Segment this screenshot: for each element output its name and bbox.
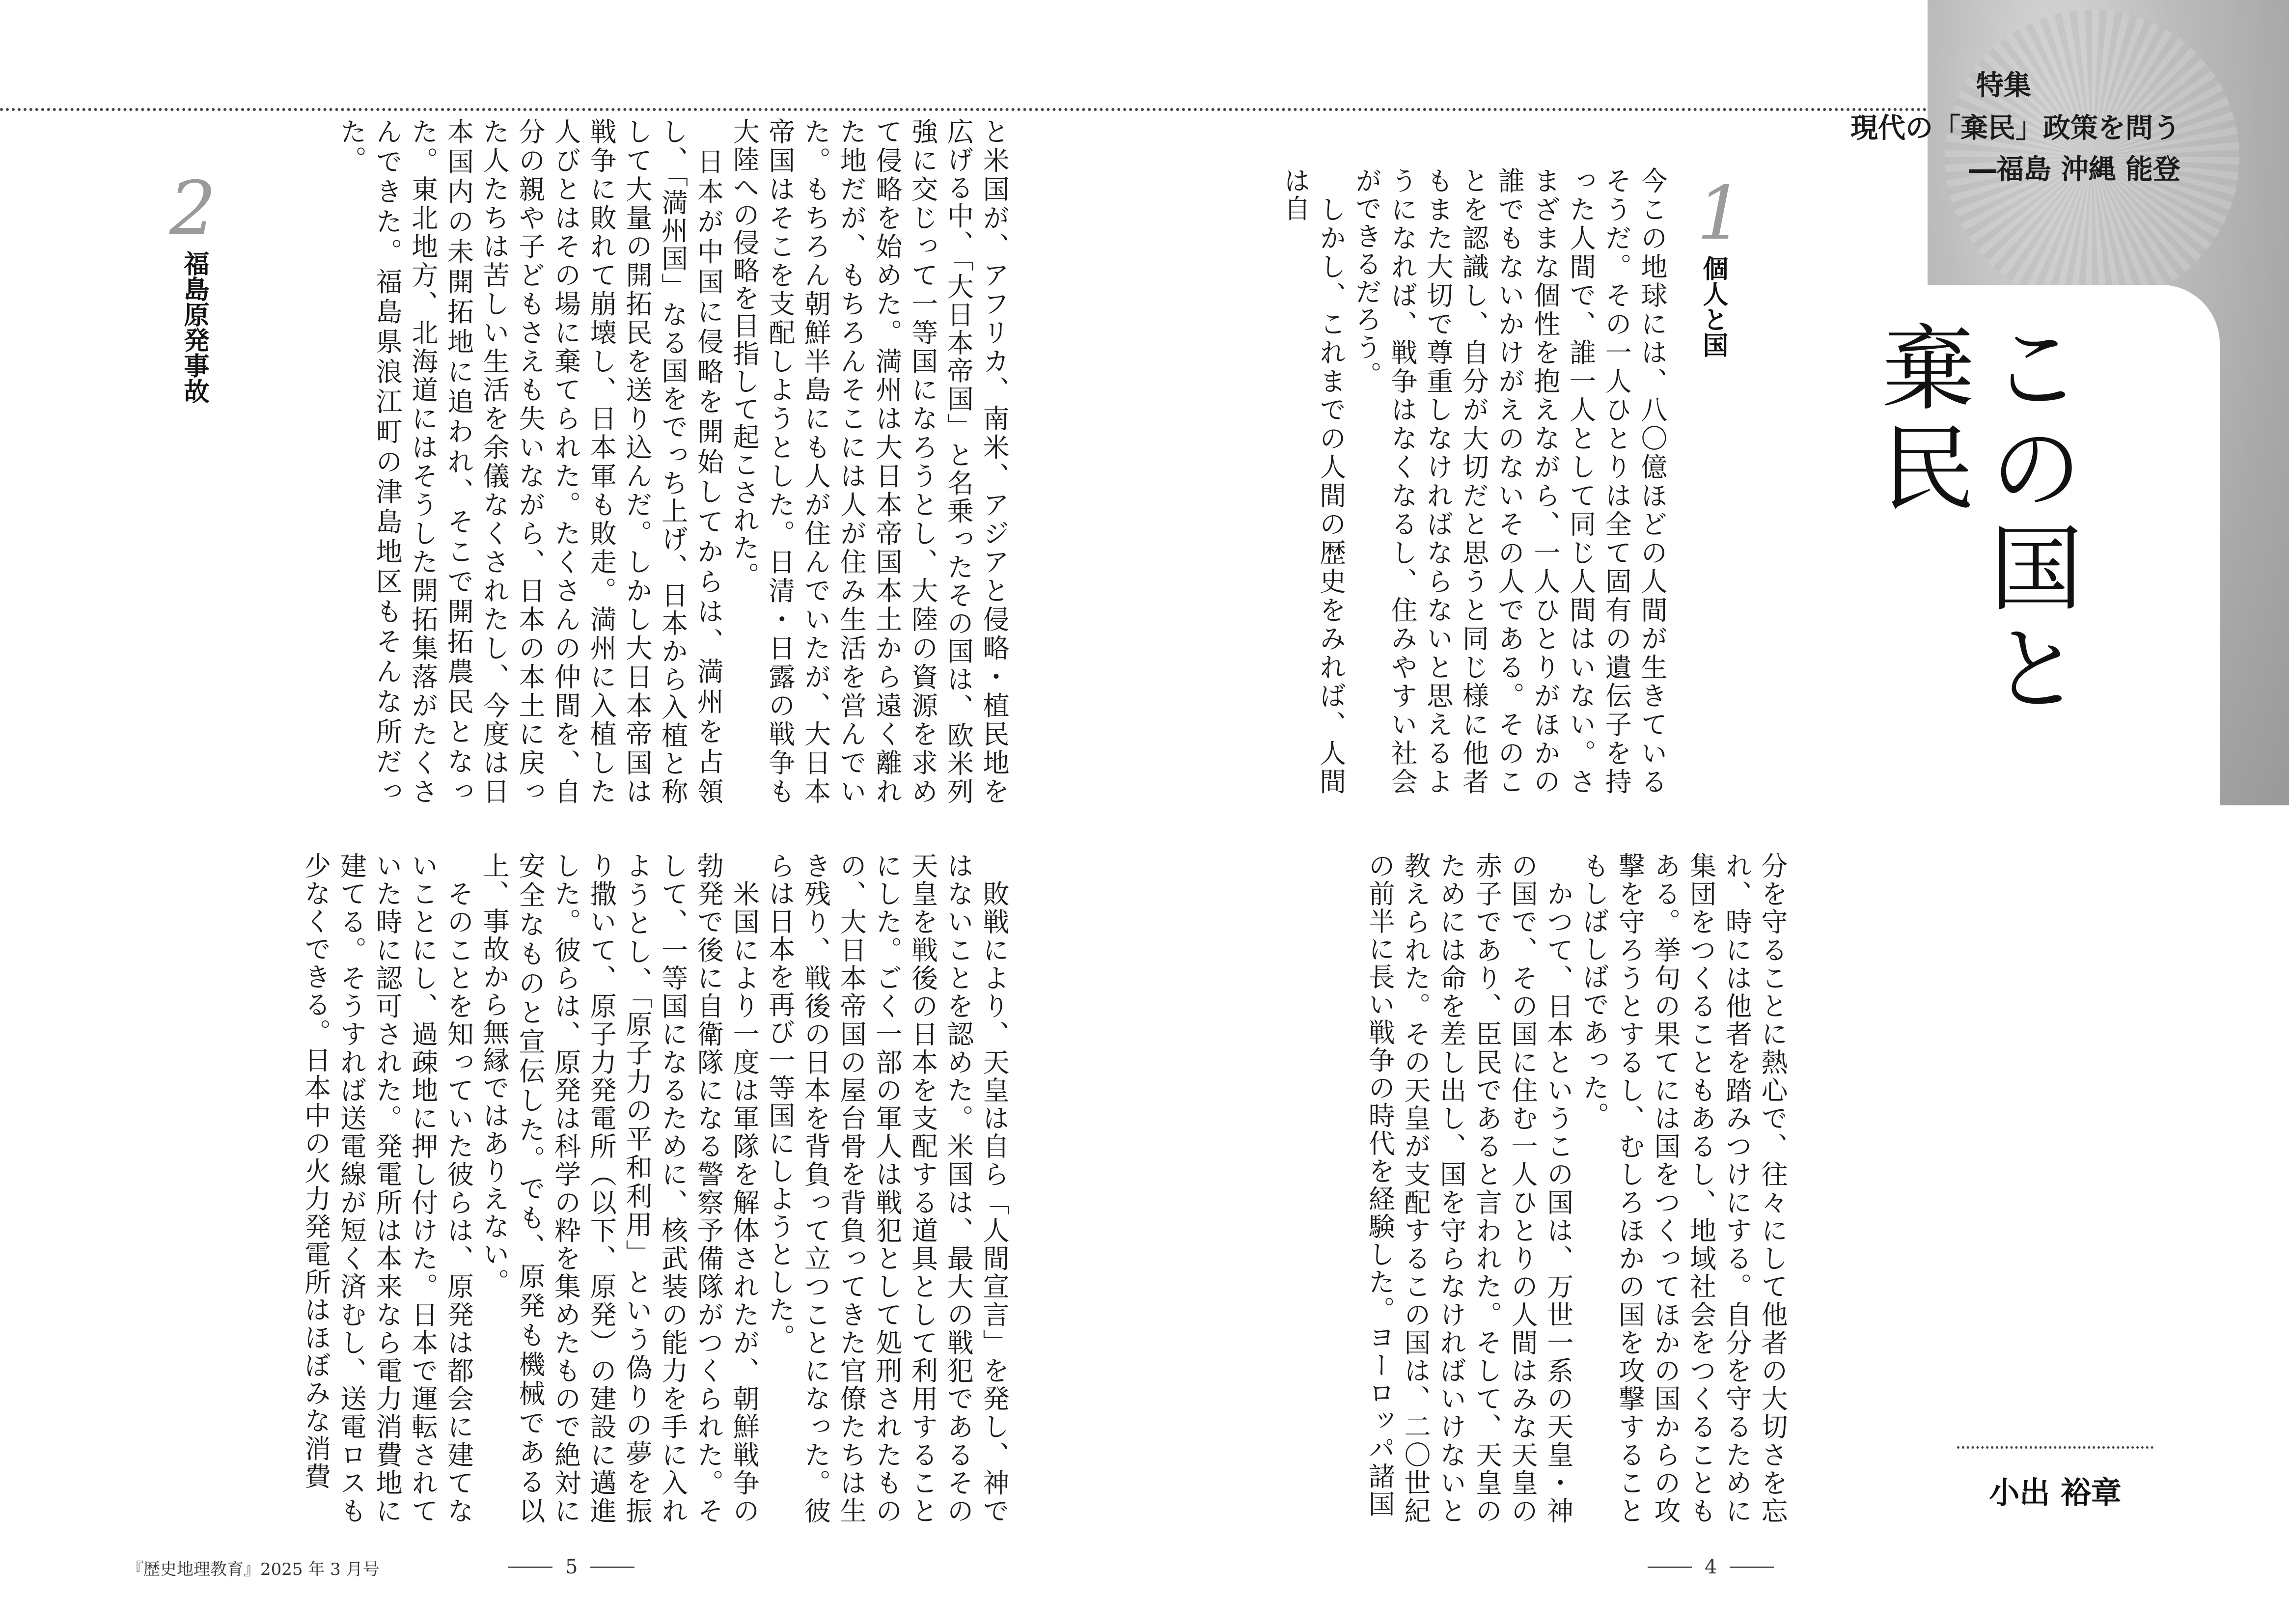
feature-label: 特集 [1976,70,2031,102]
top-dotted-rule [0,108,1928,111]
page4-upper-text: 今この地球には、八〇億ほどの人間が生きているそうだ。その一人ひとりは全て固有の遺伝子を持った人間で、誰一人として同じ人間はいない。さまざまな個性を抱えながら、一人ひとりがほかの誰でもないかけがえのないその人である。そのことを認識し、自分が大切だと思うと同じ様に他者もまた大切で尊重しなければならないと思えるようになれば、戦争はなくなるし、住みやすい社会ができるだろう。 しかし、これまでの人間の歴史をみれば、人間は自 [1279,167,1668,796]
dash-left [508,1567,552,1568]
subtitle-line-1: 現代の「棄民」政策を問う [1850,112,2180,144]
section-1-heading: 個人と国 [1698,255,1728,358]
page-number-5 [508,1556,634,1578]
dash-left [1648,1567,1692,1568]
subtitle-line-2: ―福島 沖縄 能登 [1969,154,2180,186]
page5-lower-text: 敗戦により、天皇は自ら「人間宣言」を発し、神ではないことを認めた。米国は、最大の戦犯であるその天皇を戦後の日本を支配する道具として利用することにした。ごく一部の軍人は戦犯として処刑されたものの、大日本帝国の屋台骨を背負ってきた官僚たちは生き残り、戦後の日本を背負って立つことになった。彼らは日本を再び一等国にしようとした。 米国により一度は軍隊を解体されたが、朝鮮戦争の勃発で後に自衛隊になる警察予備隊がつくられた。そして、一等国になるために、核武装の能力を手に入れようとし、「原子力の平和利用」という偽りの夢を振り撒いて、原子力発電所（以下、原発）の建設に邁進した。彼らは、原発は科学の粋を集めたもので絶対に安全なものと宣伝した。でも、原発も機械である以上、事故から無縁ではありえない。 そのことを知っていた彼らは、原発は都会に建てないことにし、過疎地に押し付けた。日本で運転されていた時に認可された。発電所は本来なら電力消費地に建てる。そうすれば送電線が短く済むし、送電ロスも少なくできる。日本中の火力発電所はほぼみな消費 [300,852,1010,1525]
page5-upper-text: と米国が、アフリカ、南米、アジアと侵略・植民地を広げる中、「大日本帝国」と名乗ったその国は、欧米列強に交じって一等国になろうとし、大陸の資源を求めて侵略を始めた。満州は大日本帝国本土から遠く離れた地だが、もちろんそこには人が住み生活を営んでいた。もちろん朝鮮半島にも人が住んでいたが、大日本帝国はそこを支配しようとした。日清・日露の戦争も大陸への侵略を目指して起こされた。 日本が中国に侵略を開始してからは、満州を占領し、「満州国」なる国をでっち上げ、日本から入植と称して大量の開拓民を送り込んだ。しかし大日本帝国は戦争に敗れて崩壊し、日本軍も敗走。満州に入植した人びとはその場に棄てられた。たくさんの仲間を、自分の親や子どもさえも失いながら、日本の本土に戻った人たちは苦しい生活を余儀なくされたし、今度は日本国内の未開拓地に追われ、そこで開拓農民となった。東北地方、北海道にはそうした開拓集落がたくさんできた。福島県浪江町の津島地区もそんな所だった。 [336,118,1010,805]
section-1-number: 1 [1697,171,1744,256]
article-title: この国と棄民 [1866,319,2083,720]
feature-subtitle [1768,108,2180,191]
page4-number: 4 [1705,1556,1717,1578]
page5-number: 5 [565,1556,578,1578]
author-name: 小出 裕章 [1989,1475,2122,1511]
page-number-4 [1648,1556,1774,1578]
section-2-heading: 福島原発事故 [179,250,209,404]
dash-right [1730,1567,1774,1568]
author-dotted-rule [1957,1446,2153,1449]
page4-lower-text: 分を守ることに熱心で、往々にして他者の大切さを忘れ、時には他者を踏みつけにする。自分を守るために集団をつくることもあるし、地域社会をつくることもある。挙句の果てには国をつくってほかの国からの攻撃を守ろうとするし、むしろほかの国を攻撃することもしばしばであった。 かつて、日本というこの国は、万世一系の天皇・神の国で、その国に住む一人ひとりの人間はみな天皇の赤子であり、臣民であると言われた。そして、天皇のためには命を差し出し、国を守らなければいけないと教えられた。その天皇が支配するこの国は、二〇世紀の前半に長い戦争の時代を経験した。ヨーロッパ諸国 [1364,852,1788,1525]
dash-right [590,1567,634,1568]
journal-footer: 『歴史地理教育』2025 年 3 月号 [127,1560,380,1579]
section-2-number: 2 [169,166,217,251]
